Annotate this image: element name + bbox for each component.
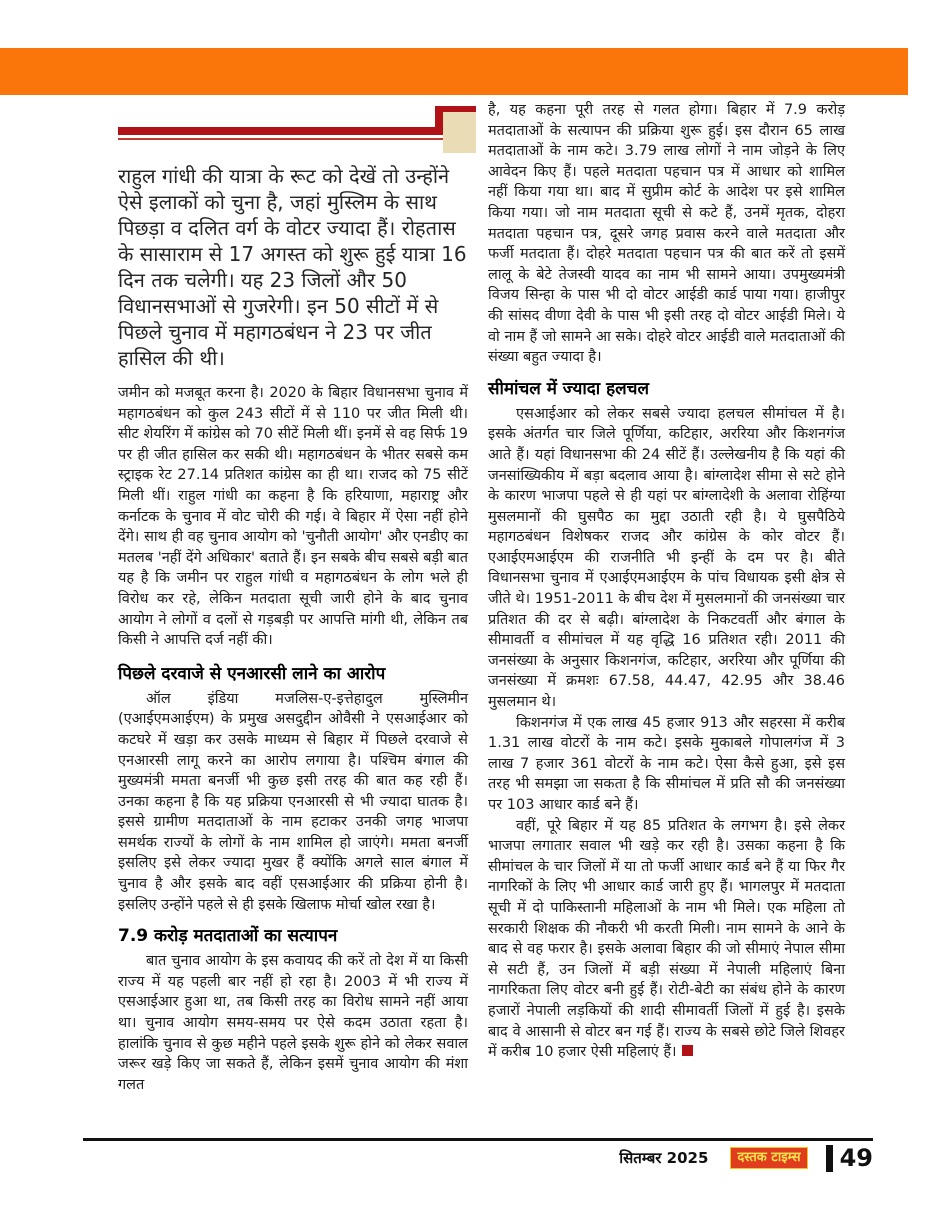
deco-beige-square [443, 112, 476, 153]
paragraph-continuation: है, यह कहना पूरी तरह से गलत होगा। बिहार में 7.9 करोड़ मतदाताओं के सत्यापन की प्रक्रिया शुरू हुई। इस दौरान 65 लाख मतदाताओं के नाम कटे। 3.79 लाख लोगों ने नाम जोड़ने के लिए आवेदन किए हैं। पहले मतदाता पहचान पत्र में आधार को शामिल नहीं किया गया था। बाद में सुप्रीम कोर्ट के आदेश पर इसे शामिल किया गया। जो नाम मतदाता सूची से कटे हैं, उनमें मृतक, दोहरा मतदाता पहचान पत्र, दूसरे जगह प्रवास करने वाले मतदाता और फर्जी मतदाता हैं। दोहरे मतदाता पहचान पत्र की बात करें तो इसमें लालू के बेटे तेजस्वी यादव का नाम भी सामने आया। उपमुख्यमंत्री विजय सिन्हा के पास भी दो वोटर आईडी कार्ड पाया गया। हाजीपुर की सांसद वीणा देवी के पास भी इसी तरह दो वोटर आईडी मिले। ये वो नाम हैं जो सामने आ सके। दोहरे वोटर आईडी वाले मतदाताओं की संख्या बहुत ज्यादा है। [488, 102, 845, 366]
right-column [488, 100, 845, 1063]
paragraph-verification: बात चुनाव आयोग के इस कवायद की करें तो देश में या किसी राज्य में यह पहली बार नहीं हो रहा है। 2003 में भी राज्य में एसआईआर हुआ था, तब किसी तरह का विरोध सामने नहीं आया था। चुनाव आयोग समय-समय पर ऐसे कदम उठाता रहता है। हालांकि चुनाव से कुछ महीने पहले इसके शुरू होने को लेकर सवाल जरूर खड़े किए जा सकते हैं, लेकिन इसमें चुनाव आयोग की मंशा गलत [118, 953, 468, 1093]
pull-quote-decoration [118, 103, 478, 155]
deco-red-bar [118, 127, 443, 135]
section-heading-verification: 7.9 करोड़ मतदाताओं का सत्यापन [118, 926, 338, 947]
paragraph-seemanchal-3 [488, 816, 845, 1063]
pull-quote: राहुल गांधी की यात्रा के रूट को देखें तो उन्होंने ऐसे इलाकों को चुना है, जहां मुस्लिम के साथ पिछड़ा व दलित वर्ग के वोटर ज्यादा हैं। रोहतास के सासाराम से 17 अगस्त को शुरू हुई यात्रा 16 दिन तक चलेगी। यह 23 जिलों और 50 विधानसभाओं से गुजरेगी। इन 50 सीटों में से पिछले चुनाव में महागठबंधन ने 23 पर जीत हासिल की थी। [118, 164, 467, 370]
footer [83, 1143, 873, 1173]
footer-separator-bar [826, 1145, 833, 1172]
paragraph-seemanchal-2: किशनगंज में एक लाख 45 हजार 913 और सहरसा में करीब 1.31 लाख वोटरों के नाम कटे। इसके मुकाबले गोपालगंज में 3 लाख 7 हजार 361 वोटरों के नाम कटे। ऐसा कैसे हुआ, इसे इस तरह भी समझा जा सकता है कि सीमांचल में प्रति सौ की जनसंख्या पर 103 आधार कार्ड बने हैं। [488, 714, 845, 813]
footer-divider [83, 1138, 873, 1141]
section-heading-seemanchal: सीमांचल में ज्यादा हलचल [488, 378, 649, 399]
left-column [118, 103, 468, 1095]
top-banner [0, 48, 908, 95]
paragraph-intro: जमीन को मजबूत करना है। 2020 के बिहार विधानसभा चुनाव में महागठबंधन को कुल 243 सीटों में से 110 पर जीत मिली थी। सीट शेयरिंग में कांग्रेस को 70 सीटें मिली थीं। इनमें से वह सिर्फ 19 पर ही जीत हासिल कर सकी थी। महागठबंधन के भीतर सबसे कम स्ट्राइक रेट 27.14 प्रतिशत कांग्रेस का ही था। राजद को 75 सीटें मिली थीं। राहुल गांधी का कहना है कि हरियाणा, महाराष्ट्र और कर्नाटक के चुनाव में वोट चोरी की गई। वे बिहार में ऐसा नहीं होने देंगे। साथ ही वह चुनाव आयोग को 'चुनौती आयोग' और एनडीए का मतलब 'नहीं देंगे अधिकार' बताते हैं। इन सबके बीच सबसे बड़ी बात यह है कि जमीन पर राहुल गांधी व महागठबंधन के लोग भले ही विरोध कर रहे, लेकिन मतदाता सूची जारी होने के बाद चुनाव आयोग ने लोगों व दलों से गड़बड़ी पर आपत्ति मांगी थी, लेकिन तब किसी ने आपत्ति दर्ज नहीं की। [118, 385, 468, 649]
article-end-mark [682, 1045, 693, 1056]
section-heading-nrc: पिछले दरवाजे से एनआरसी लाने का आरोप [118, 663, 386, 684]
paragraph-nrc: ऑल इंडिया मजलिस-ए-इत्तेहादुल मुस्लिमीन (एआईएमआईएम) के प्रमुख असदुद्दीन ओवैसी ने एसआईआर को कटघरे में खड़ा कर उसके माध्यम से बिहार में पिछले दरवाजे से एनआरसी लागू करने का आरोप लगाया है। पश्चिम बंगाल की मुख्यमंत्री ममता बनर्जी भी कुछ इसी तरह की बात कह रही हैं। उनका कहना है कि यह प्रक्रिया एनआरसी से भी ज्यादा घातक है। इससे ग्रामीण मतदाताओं के नाम हटाकर उनकी जगह भाजपा समर्थक राज्यों के लोगों के नाम शामिल हो जाएंगे। ममता बनर्जी इसलिए इसे लेकर ज्यादा मुखर हैं क्योंकि अगले साल बंगाल में चुनाव है और इसके बाद वहीं एसआईआर की प्रक्रिया होनी है। इसलिए उन्होंने पहले से ही इसके खिलाफ मोर्चा खोल रखा है। [118, 690, 468, 913]
paragraph-seemanchal-1: एसआईआर को लेकर सबसे ज्यादा हलचल सीमांचल में है। इसके अंतर्गत चार जिले पूर्णिया, कटिहार, अररिया और किशनगंज आते हैं। यहां विधानसभा की 24 सीटें हैं। उल्लेखनीय है कि यहां की जनसांख्यिकीय में बड़ा बदलाव आया है। बांग्लादेश सीमा से सटे होने के कारण भाजपा पहले से ही यहां पर बांग्लादेशी के अलावा रोहिंग्या मुसलमानों की घुसपैठ का मुद्दा उठाती रही है। ये घुसपैठिये महागठबंधन विशेषकर राजद और कांग्रेस के कोर वोटर हैं। एआईएमआईएम की राजनीति भी इन्हीं के दम पर है। बीते विधानसभा चुनाव में एआईएमआईएम के पांच विधायक इसी क्षेत्र से जीते थे। 1951-2011 के बीच देश में मुसलमानों की जनसंख्या चार प्रतिशत की दर से बढ़ी। बांग्लादेश के निकटवर्ती और बंगाल के सीमावर्ती व सीमांचल में यह वृद्धि 16 प्रतिशत रही। 2011 की जनसंख्या के अनुसार किशनगंज, कटिहार, अररिया और पूर्णिया की जनसंख्या में क्रमशः 67.58, 44.47, 42.95 और 38.46 मुसलमान थे। [488, 405, 845, 711]
paragraph-text: वहीं, पूरे बिहार में यह 85 प्रतिशत के लगभग है। इसे लेकर भाजपा लगातार सवाल भी खड़े कर रही है। उसका कहना है कि सीमांचल के चार जिलों में या तो फर्जी आधार कार्ड बने हैं या फिर गैर नागरिकों के लिए भी आधार कार्ड जारी हुए हैं। भागलपुर में मतदाता सूची में दो पाकिस्तानी महिलाओं के नाम भी मिले। एक महिला तो सरकारी शिक्षक की नौकरी भी करती मिली। नाम सामने के आने के बाद से वह फरार है। इसके अलावा बिहार की जो सीमाएं नेपाल सीमा से सटी हैं, उन जिलों में बड़ी संख्या में नेपाली महिलाएं बिना नागरिकता लिए वोटर बनी हुई हैं। रोटी-बेटी का संबंध होने के कारण हजारों नेपाली लड़कियों की शादी सीमावर्ती जिलों में हुई है। इसके बाद वे आसानी से वोटर बन गई हैं। राज्य के सबसे छोटे जिले शिवहर में करीब 10 हजार ऐसी महिलाएं हैं। [488, 817, 845, 1061]
deco-red-thin-line [118, 138, 443, 140]
page-number: 49 [839, 1143, 873, 1172]
magazine-logo: दस्तक टाइम्स [730, 1147, 807, 1169]
footer-date: सितम्बर 2025 [619, 1149, 709, 1167]
